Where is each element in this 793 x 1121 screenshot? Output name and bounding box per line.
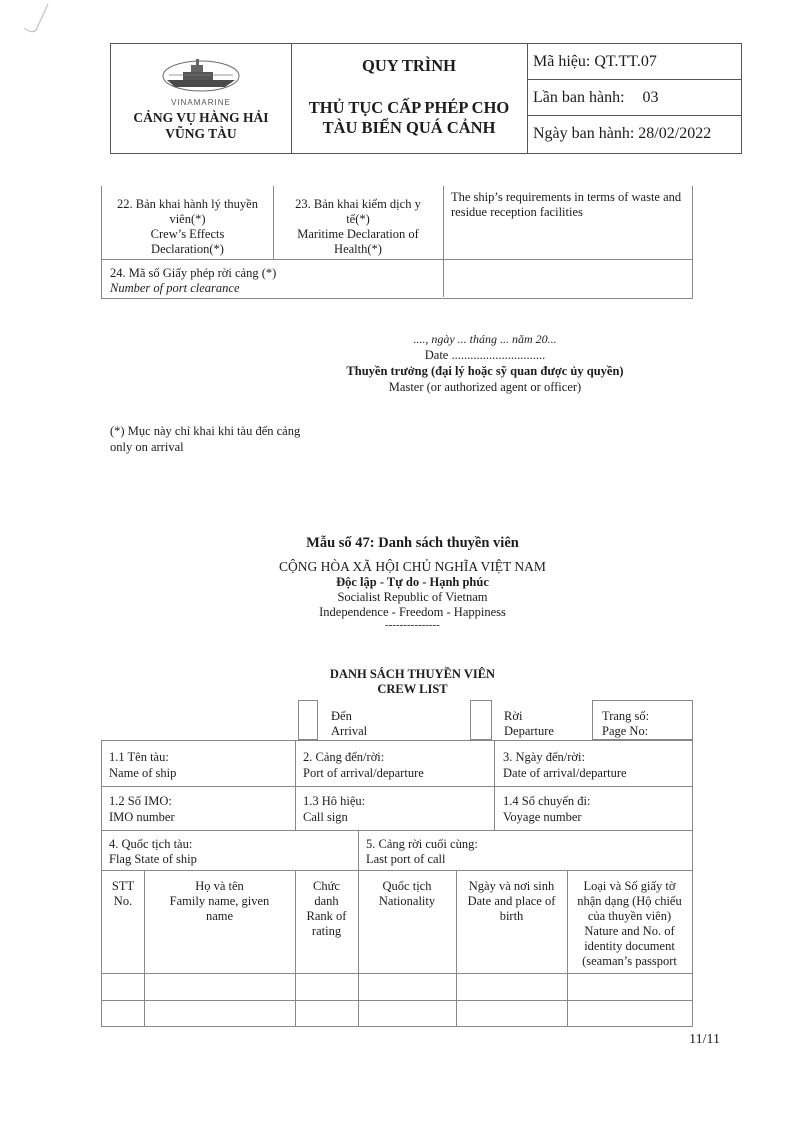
- footnote-line2: only on arrival: [110, 440, 184, 454]
- declarations-table: [101, 186, 693, 299]
- waste-line2: residue reception facilities: [451, 205, 583, 219]
- page-en: Page No:: [602, 724, 649, 738]
- divider: ---------------: [385, 619, 440, 631]
- issue-date: Ngày ban hành: 28/02/2022: [533, 125, 712, 142]
- item23-line3: Maritime Declaration of: [297, 227, 419, 241]
- flag-en: Flag State of ship: [109, 852, 197, 866]
- col-no-header: STT No.: [111, 879, 135, 908]
- imo-vn: 1.2 Số IMO:: [109, 794, 172, 808]
- port-vn: 2. Cảng đến/rời:: [303, 750, 385, 764]
- item24-line2: Number of port clearance: [110, 281, 240, 295]
- motto-vn: Độc lập - Tự do - Hạnh phúc: [336, 575, 489, 589]
- col-birth-header: Ngày và nơi sinh Date and place of birth: [467, 879, 556, 923]
- crew-list-title-vn: DANH SÁCH THUYỀN VIÊN: [329, 667, 496, 681]
- page-vn: Trang số:: [602, 709, 650, 723]
- sign-date-vn: ...., ngày ... tháng ... năm 20...: [413, 332, 557, 346]
- lastport-en: Last port of call: [366, 852, 446, 866]
- ship-name-vn: 1.1 Tên tàu:: [109, 750, 169, 764]
- motto-en: Independence - Freedom - Happiness: [319, 605, 506, 619]
- issue-value: 03: [642, 89, 659, 106]
- issue-number: [527, 80, 741, 116]
- departure-checkbox[interactable]: [470, 700, 492, 740]
- date-arrival-en: Date of arrival/departure: [503, 766, 627, 780]
- item23-line4: Health(*): [334, 242, 382, 256]
- doc-type: QUY TRÌNH: [362, 56, 456, 75]
- doc-title-line2: TÀU BIỂN QUÁ CẢNH: [322, 118, 496, 137]
- col-rank-header: Chức danh Rank of rating: [306, 879, 347, 938]
- document-header: [110, 43, 742, 154]
- item22-line2: viên(*): [169, 212, 206, 226]
- voyage-en: Voyage number: [503, 810, 582, 824]
- meta-cell: [527, 44, 741, 153]
- port-en: Port of arrival/departure: [303, 766, 424, 780]
- crew-list-title-en: CREW LIST: [377, 682, 448, 696]
- footnote-line1: (*) Mục này chỉ khai khi tàu đến cảng: [110, 424, 301, 438]
- org-name-line2: VŨNG TÀU: [165, 126, 237, 141]
- item23-line1: 23. Bản khai kiểm dịch y: [295, 197, 421, 211]
- departure-vn: Rời: [504, 709, 523, 723]
- logo-wordmark: VINAMARINE: [171, 98, 231, 107]
- col-nationality-header: Quốc tịch Nationality: [378, 879, 436, 908]
- imo-en: IMO number: [109, 810, 175, 824]
- arrival-en: Arrival: [331, 724, 368, 738]
- title-cell: [291, 44, 528, 153]
- form47-heading: Mẫu số 47: Danh sách thuyền viên: [306, 535, 519, 551]
- master-en: Master (or authorized agent or officer): [388, 380, 582, 394]
- arrival-checkbox[interactable]: [298, 700, 318, 740]
- page-number: 11/11: [689, 1032, 720, 1047]
- org-name-line1: CẢNG VỤ HÀNG HẢI: [133, 110, 269, 125]
- callsign-vn: 1.3 Hô hiệu:: [303, 794, 366, 808]
- org-cell: [111, 44, 292, 153]
- issue-label: Lần ban hành:: [533, 89, 625, 106]
- item22-line1: 22. Bản khai hành lý thuyền: [117, 197, 258, 211]
- col-identity-header: Loại và Số giấy tờ nhận dạng (Hộ chiếu của thuyền viên) Nature and No. of identity document (seaman’s passport: [577, 879, 682, 968]
- departure-en: Departure: [504, 724, 554, 738]
- col-name-header: Họ và tên Family name, given name: [169, 879, 270, 923]
- item24-line1: 24. Mã số Giấy phép rời cảng (*): [110, 266, 277, 280]
- doc-title-line1: THỦ TỤC CẤP PHÉP CHO: [308, 98, 510, 117]
- ship-name-en: Name of ship: [109, 766, 177, 780]
- callsign-en: Call sign: [303, 810, 348, 824]
- arrival-vn: Đến: [331, 709, 352, 723]
- republic-en: Socialist Republic of Vietnam: [337, 590, 488, 604]
- crew-list-grid: [101, 740, 693, 1027]
- vinamarine-ship-logo-icon: [161, 56, 241, 94]
- sign-date-en: Date ..............................: [424, 348, 546, 362]
- waste-line1: The ship’s requirements in terms of waste and: [451, 190, 682, 204]
- flag-vn: 4. Quốc tịch tàu:: [109, 837, 193, 851]
- republic-vn: CỘNG HÒA XÃ HỘI CHỦ NGHĨA VIỆT NAM: [279, 559, 546, 574]
- voyage-vn: 1.4 Số chuyến đi:: [503, 794, 591, 808]
- corner-pen-mark: [20, 0, 50, 45]
- doc-code: Mã hiệu: QT.TT.07: [527, 44, 741, 80]
- item22-line3: Crew’s Effects: [150, 227, 225, 241]
- lastport-vn: 5. Cảng rời cuối cùng:: [366, 837, 478, 851]
- item22-line4: Declaration(*): [151, 242, 224, 256]
- item23-line2: tế(*): [346, 212, 370, 226]
- master-vn: Thuyền trưởng (đại lý hoặc sỹ quan được ủy quyền): [346, 364, 624, 378]
- date-arrival-vn: 3. Ngày đến/rời:: [503, 750, 585, 764]
